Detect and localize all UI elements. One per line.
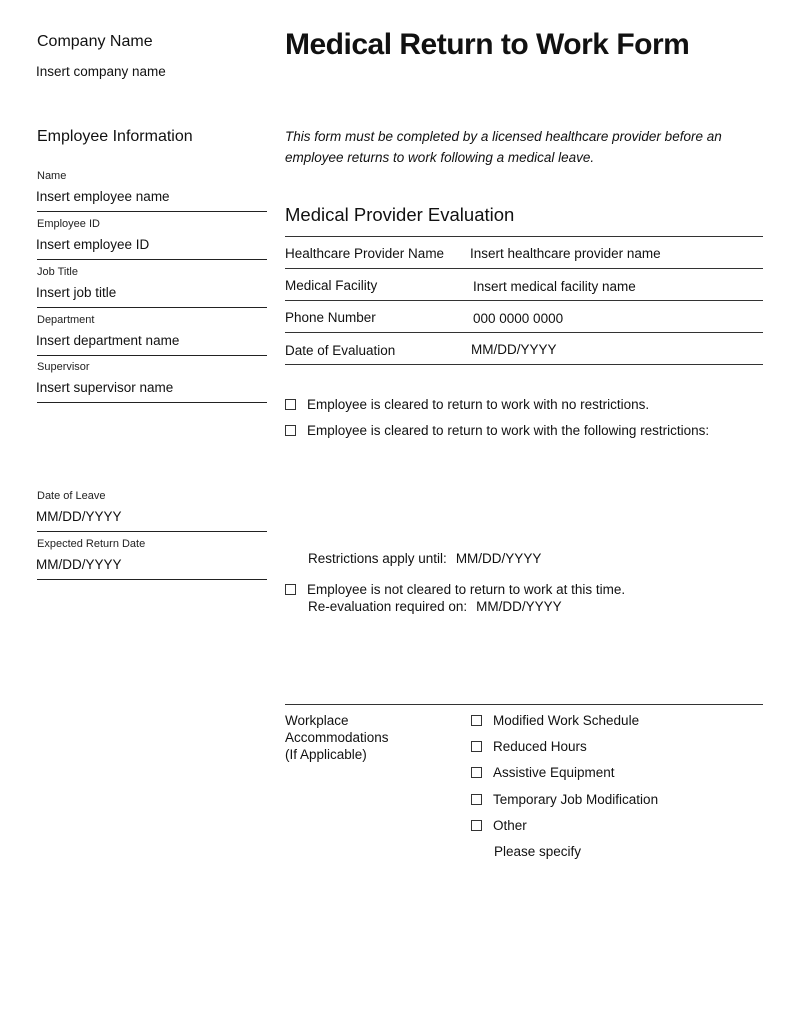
job-title-label: Job Title (37, 266, 78, 278)
accommodations-label (285, 712, 425, 763)
employee-information-heading: Employee Information (37, 128, 193, 145)
reduced-hours-label: Reduced Hours (493, 739, 587, 754)
accommodations-label-line: Accommodations (285, 730, 389, 745)
company-name-heading: Company Name (37, 33, 153, 50)
accommodation-temporary-job-modification (471, 792, 658, 807)
date-of-evaluation-input[interactable]: MM/DD/YYYY (471, 342, 557, 357)
date-of-leave-field (37, 490, 267, 532)
not-cleared-label: Employee is not cleared to return to work at this time. (307, 582, 626, 597)
restrictions-until-label: Restrictions apply until: (308, 551, 447, 566)
employee-name-label: Name (37, 170, 67, 182)
supervisor-label: Supervisor (37, 361, 90, 373)
assistive-equipment-checkbox[interactable] (471, 767, 482, 778)
other-specify-input[interactable]: Please specify (494, 844, 582, 859)
provider-name-input[interactable]: Insert healthcare provider name (470, 246, 661, 261)
not-cleared-option (285, 582, 625, 597)
cleared-no-restrictions-option (285, 397, 649, 412)
cleared-with-restrictions-option (285, 423, 709, 438)
provider-row (285, 301, 763, 333)
accommodation-reduced-hours (471, 739, 587, 754)
accommodations-divider (285, 704, 763, 705)
accommodation-modified-schedule (471, 713, 639, 728)
accommodations-label-line: (If Applicable) (285, 747, 367, 762)
accommodations-label-line: Workplace (285, 713, 349, 728)
assistive-equipment-label: Assistive Equipment (493, 765, 615, 780)
provider-table (285, 236, 763, 365)
medical-facility-input[interactable]: Insert medical facility name (473, 279, 636, 294)
reevaluation-input[interactable]: MM/DD/YYYY (476, 599, 562, 614)
cleared-with-restrictions-checkbox[interactable] (285, 425, 296, 436)
temporary-job-modification-label: Temporary Job Modification (493, 792, 659, 807)
date-of-evaluation-label: Date of Evaluation (285, 343, 396, 358)
date-of-leave-label: Date of Leave (37, 490, 106, 502)
restrictions-until-input[interactable]: MM/DD/YYYY (455, 551, 542, 566)
restrictions-until-line (308, 551, 541, 566)
supervisor-input[interactable]: Insert supervisor name (36, 380, 174, 395)
company-name-field[interactable]: Insert company name (36, 64, 166, 79)
cleared-with-restrictions-label: Employee is cleared to return to work with the following restrictions: (307, 423, 710, 438)
provider-row (285, 269, 763, 301)
employee-name-input[interactable]: Insert employee name (36, 189, 170, 204)
accommodation-assistive-equipment (471, 765, 615, 780)
provider-row (285, 333, 763, 365)
expected-return-date-input[interactable]: MM/DD/YYYY (36, 557, 122, 572)
cleared-no-restrictions-checkbox[interactable] (285, 399, 296, 410)
department-input[interactable]: Insert department name (36, 333, 180, 348)
other-label: Other (493, 818, 527, 833)
supervisor-field (37, 361, 267, 403)
employee-id-label: Employee ID (37, 218, 100, 230)
reduced-hours-checkbox[interactable] (471, 741, 482, 752)
employee-name-field (37, 170, 267, 212)
modified-schedule-checkbox[interactable] (471, 715, 482, 726)
employee-id-field (37, 218, 267, 260)
employee-id-input[interactable]: Insert employee ID (36, 237, 150, 252)
job-title-field (37, 266, 267, 308)
phone-number-label: Phone Number (285, 310, 376, 325)
not-cleared-checkbox[interactable] (285, 584, 296, 595)
modified-schedule-label: Modified Work Schedule (493, 713, 640, 728)
accommodation-other (471, 818, 527, 833)
form-title: Medical Return to Work Form (285, 28, 690, 61)
temporary-job-modification-checkbox[interactable] (471, 794, 482, 805)
provider-name-label: Healthcare Provider Name (285, 246, 445, 261)
department-field (37, 314, 267, 356)
form-intro-text: This form must be completed by a licensed healthcare provider before an employee returns to work following a medical leave. (285, 129, 722, 165)
cleared-no-restrictions-label: Employee is cleared to return to work with no restrictions. (307, 397, 650, 412)
other-checkbox[interactable] (471, 820, 482, 831)
department-label: Department (37, 314, 95, 326)
medical-provider-evaluation-heading: Medical Provider Evaluation (285, 204, 515, 225)
medical-facility-label: Medical Facility (285, 278, 378, 293)
expected-return-date-label: Expected Return Date (37, 538, 146, 550)
reevaluation-line (308, 599, 562, 614)
reevaluation-label: Re-evaluation required on: (308, 599, 468, 614)
date-of-leave-input[interactable]: MM/DD/YYYY (36, 509, 122, 524)
job-title-input[interactable]: Insert job title (36, 285, 117, 300)
provider-row (285, 237, 763, 269)
phone-number-input[interactable]: 000 0000 0000 (473, 311, 564, 326)
expected-return-date-field (37, 538, 267, 580)
